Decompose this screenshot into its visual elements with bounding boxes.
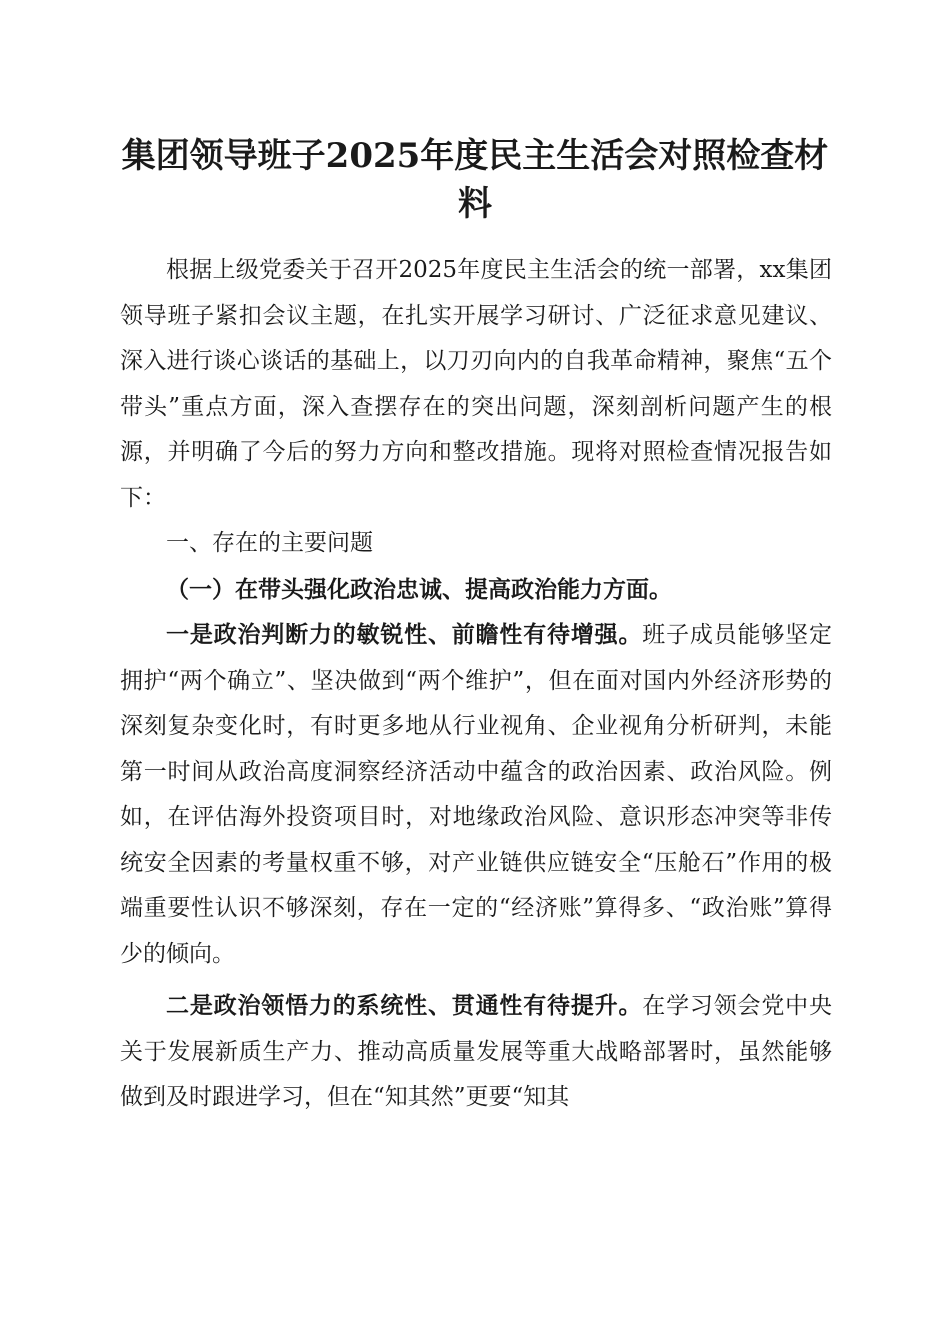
point-1-body: 班子成员能够坚定拥护“两个确立”、坚决做到“两个维护”，但在面对国内外经济形势的深刻复杂变化时，有时更多地从行业视角、企业视角分析研判，未能第一时间从政治高度洞察经济活动中蕴含的政治因素、政治风险。例如，在评估海外投资项目时，对地缘政治风险、意识形态冲突等非传统安全因素的考量权重不够，对产业链供应链安全“压舱石”作用的极端重要性认识不够深刻，存在一定的“经济账”算得多、“政治账”算得少的倾向。 [120,622,833,967]
point-2-body: 在学习领会党中央关于发展新质生产力、推动高质量发展等重大战略部署时，虽然能够做到及时跟进学习，但在“知其然”更要“知其 [120,993,833,1110]
point-paragraph-1 [120,612,832,977]
intro-paragraph: 根据上级党委关于召开2025年度民主生活会的统一部署，xx集团领导班子紧扣会议主题，在扎实开展学习研讨、广泛征求意见建议、深入进行谈心谈话的基础上，以刀刃向内的自我革命精神，聚焦“五个带头”重点方面，深入查摆存在的突出问题，深刻剖析问题产生的根源，并明确了今后的努力方向和整改措施。现将对照检查情况报告如下： [120,257,832,511]
subsection-heading: （一）在带头强化政治忠诚、提高政治能力方面。 [166,575,672,603]
document-title: 集团领导班子2025年度民主生活会对照检查材料 [121,136,829,224]
section-heading: 一、存在的主要问题 [166,530,373,556]
point-2-lead: 二是政治领悟力的系统性、贯通性有待提升。 [166,992,643,1019]
point-1-lead: 一是政治判断力的敏锐性、前瞻性有待增强。 [166,621,643,648]
point-paragraph-2 [120,983,832,1121]
document-body [120,248,832,1121]
